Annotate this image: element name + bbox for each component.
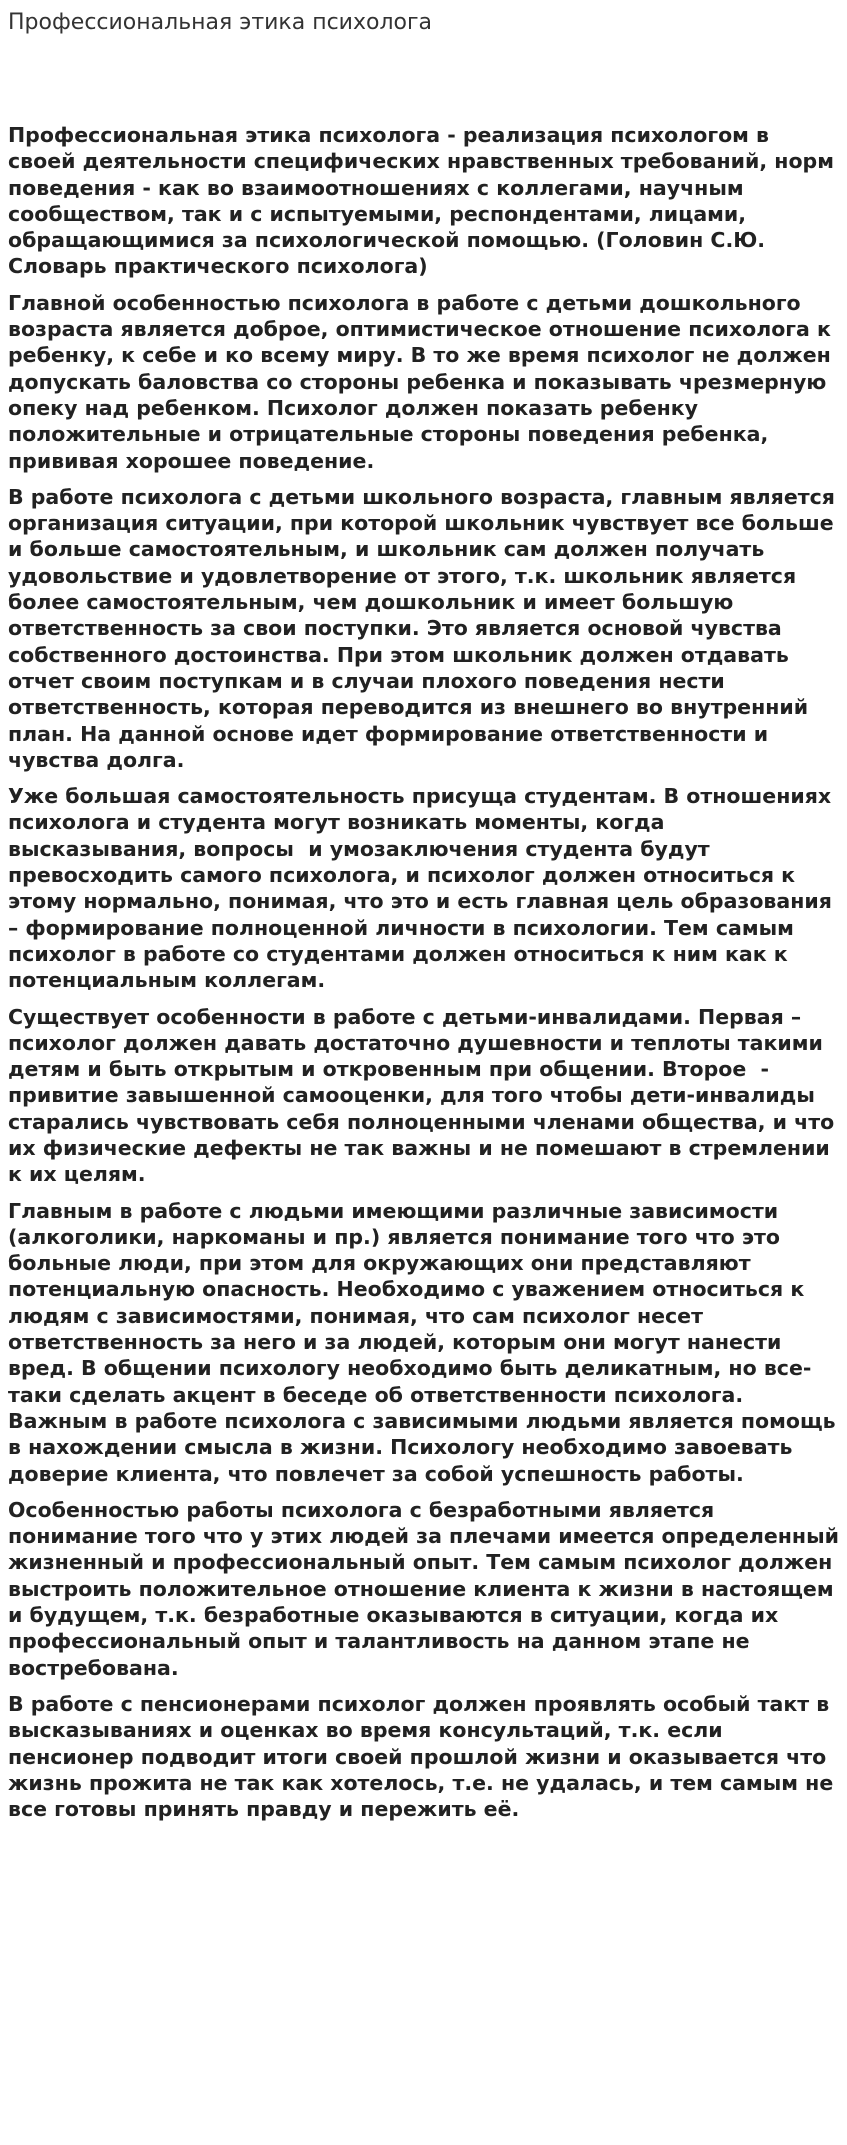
paragraph-school: В работе психолога с детьми школьного возраста, главным является организация ситуации, при которой школьник чувствует все больше и больше самостоятельным, и школьник сам должен получать удовольствие и удовлетворение от этого, т.к. школьник является более самостоятельным, чем дошкольник и имеет большую ответственность за свои поступки. Это является основой чувства собственного достоинства. При этом школьник должен отдавать отчет своим поступкам и в случаи плохого поведения нести ответственность, которая переводится из внешнего во внутренний план. На данной основе идет формирование ответственности и чувства долга. (8, 484, 843, 772)
paragraph-pensioners: В работе с пенсионерами психолог должен проявлять особый такт в высказываниях и оценках во время консультаций, т.к. если пенсионер подводит итоги своей прошлой жизни и оказывается что жизнь прожита не так как хотелось, т.е. не удалась, и тем самым не все готовы принять правду и пережить её. (8, 1691, 841, 1822)
page-title: Профессиональная этика психолога (8, 10, 433, 35)
paragraph-unemployed: Особенностью работы психолога с безработными является понимание того что у этих людей за плечами имеется определенный жизненный и профессиональный опыт. Тем самым психолог должен выстроить положительное отношение клиента к жизни в настоящем и будущем, т.к. безработные оказываются в ситуации, когда их профессиональный опыт и талантливость на данном этапе не востребована. (8, 1497, 847, 1680)
paragraph-addictions: Главным в работе с людьми имеющими различные зависимости (алкоголики, наркоманы и пр.) является понимание того что это больные люди, при этом для окружающих они представляют потенциальную опасность. Необходимо с уважением относиться к людям с зависимостями, понимая, что сам психолог несет ответственность за него и за людей, которым они могут нанести вред. В общении психологу необходимо быть деликатным, но все-таки сделать акцент в беседе об ответственности психолога. Важным в работе психолога с зависимыми людьми является помощь в нахождении смысла в жизни. Психологу необходимо завоевать доверие клиента, что повлечет за собой успешность работы. (8, 1198, 843, 1486)
paragraph-students: Уже большая самостоятельность присуща студентам. В отношениях психолога и студента могут возникать моменты, когда высказывания, вопросы и умозаключения студента будут превосходить самого психолога, и психолог должен относиться к этому нормально, понимая, что это и есть главная цель образования – формирование полноценной личности в психологии. Тем самым психолог в работе со студентами должен относиться к ним как к потенциальным коллегам. (8, 784, 840, 993)
paragraph-disabled-children: Существует особенности в работе с детьми-инвалидами. Первая – психолог должен давать достаточно душевности и теплоты такими детям и быть открытым и откровенным при общении. Второе - привитие завышенной самооценки, для того чтобы дети-инвалиды старались чувствовать себя полноценными членами общества, и что их физические дефекты не так важны и не помешают в стремлении к их целям. (8, 1004, 842, 1187)
document-page (8, 0, 847, 1832)
paragraph-definition: Профессиональная этика психолога - реализация психологом в своей деятельности специфических нравственных требований, норм поведения - как во взаимоотношениях с коллегами, научным сообществом, так и с испытуемыми, респондентами, лицами, обращающимися за психологической помощью. (Головин С.Ю. Словарь практического психолога) (8, 123, 842, 279)
document-body (8, 122, 847, 1822)
paragraph-preschool: Главной особенностью психолога в работе с детьми дошкольного возраста является доброе, оптимистическое отношение психолога к ребенку, к себе и ко всему миру. В то же время психолог не должен допускать баловства со стороны ребенка и показывать чрезмерную опеку над ребенком. Психолог должен показать ребенку положительные и отрицательные стороны поведения ребенка, прививая хорошее поведение. (8, 290, 839, 473)
